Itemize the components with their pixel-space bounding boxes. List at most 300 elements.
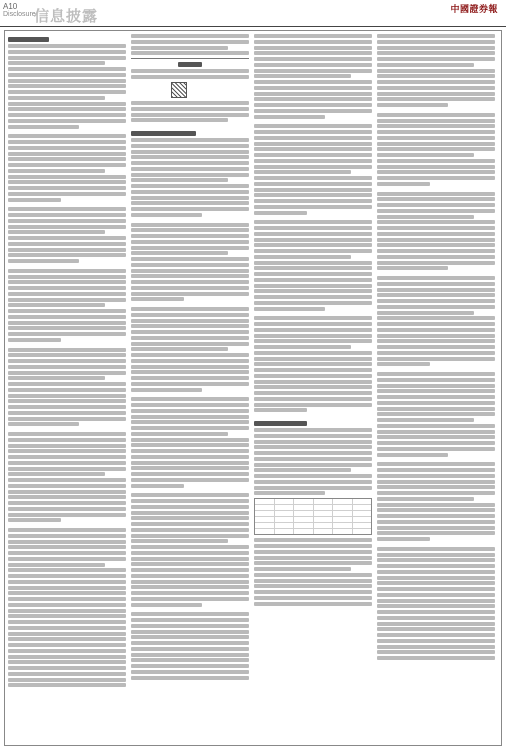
body-text-line [8, 84, 126, 88]
body-text-line [254, 567, 351, 571]
body-text-line [8, 140, 126, 144]
body-text-line [8, 359, 126, 363]
body-text-line [377, 650, 495, 654]
body-text-line [131, 516, 249, 520]
body-text-line [377, 447, 495, 451]
body-text-line [8, 338, 61, 342]
body-text-line [131, 69, 249, 73]
body-text-line [254, 124, 372, 128]
body-text-line [377, 401, 495, 405]
body-text-line [377, 622, 495, 626]
body-text-line [377, 74, 495, 78]
body-text-line [254, 334, 372, 338]
body-text-line [131, 251, 228, 255]
body-text-line [254, 69, 372, 73]
table-cell [255, 511, 275, 516]
table-cell [314, 529, 334, 534]
body-text-line [254, 602, 372, 606]
body-text-line [8, 626, 126, 630]
body-text-line [254, 584, 372, 588]
body-text-line [254, 34, 372, 38]
body-text-line [377, 389, 495, 393]
body-text-line [377, 656, 495, 660]
body-text-line [8, 678, 126, 682]
body-text-line [8, 286, 126, 290]
body-text-line [254, 468, 351, 472]
body-text-line [377, 243, 495, 247]
body-text-line [131, 223, 249, 227]
table-cell [255, 499, 275, 504]
body-text-line [131, 664, 249, 668]
body-text-line [8, 655, 126, 659]
body-text-line [131, 336, 249, 340]
body-text-line [254, 380, 372, 384]
body-text-line [131, 269, 249, 273]
body-text-line [254, 165, 372, 169]
body-text-line [254, 474, 372, 478]
body-text-line [377, 645, 495, 649]
body-text-line [254, 159, 372, 163]
body-text-line [131, 499, 249, 503]
body-text-line [8, 67, 126, 71]
body-text-line [131, 478, 249, 482]
body-text-line [8, 225, 126, 229]
body-text-line [131, 466, 249, 470]
body-text-line [8, 44, 126, 48]
body-text-line [8, 666, 126, 670]
body-text-line [8, 90, 126, 94]
body-text-line [131, 51, 249, 55]
body-text-line [131, 568, 249, 572]
body-text-line [8, 326, 126, 330]
body-text-line [8, 507, 126, 511]
body-text-line [254, 232, 372, 236]
body-text-line [131, 574, 249, 578]
body-text-line [8, 586, 126, 590]
body-text-line [8, 534, 126, 538]
body-text-line [131, 353, 249, 357]
body-text-line [377, 34, 495, 38]
body-text-line [131, 118, 228, 122]
body-text-line [131, 585, 249, 589]
body-text-line [377, 468, 495, 472]
body-text-line [8, 438, 126, 442]
body-text-line [8, 518, 61, 522]
body-text-line [377, 220, 495, 224]
body-text-line [131, 612, 249, 616]
body-text-line [8, 484, 126, 488]
body-text-line [254, 351, 372, 355]
body-text-line [8, 186, 126, 190]
body-text-line [377, 576, 495, 580]
body-text-line [8, 683, 126, 687]
body-text-line [254, 385, 372, 389]
section-title: 信息披露 [34, 7, 99, 25]
body-text-line [377, 86, 495, 90]
table-cell [275, 529, 295, 534]
table-cell [255, 517, 275, 522]
body-text-line [8, 672, 126, 676]
body-text-line [377, 384, 495, 388]
table-cell [333, 505, 353, 510]
body-text-line [131, 207, 249, 211]
body-text-line [131, 653, 249, 657]
body-text-line [377, 182, 430, 186]
body-text-line [131, 528, 249, 532]
body-text-line [377, 203, 495, 207]
newspaper-logo: 中國證券報 [450, 5, 498, 15]
body-text-line [377, 430, 495, 434]
body-text-line [8, 207, 126, 211]
table-cell [314, 523, 334, 528]
table-cell [333, 529, 353, 534]
table-cell [255, 523, 275, 528]
table-cell [275, 511, 295, 516]
body-text-line [131, 144, 249, 148]
body-text-line [131, 274, 249, 278]
body-text-line [254, 249, 372, 253]
body-text-line [254, 176, 372, 180]
body-text-line [131, 534, 249, 538]
body-text-line [377, 453, 448, 457]
body-text-line [131, 455, 249, 459]
body-text-line [131, 409, 249, 413]
table-cell [333, 499, 353, 504]
body-text-line [131, 551, 249, 555]
body-text-line [8, 490, 126, 494]
body-text-line [254, 136, 372, 140]
body-text-line [8, 259, 79, 263]
body-text-line [8, 353, 126, 357]
page-number: A10 [3, 2, 18, 11]
body-text-line [377, 462, 495, 466]
body-text-line [377, 322, 495, 326]
body-text-line [8, 315, 126, 319]
table-cell [353, 517, 372, 522]
body-text-line [131, 184, 249, 188]
body-text-line [8, 248, 126, 252]
body-text-line [8, 96, 105, 100]
body-text-line [254, 51, 372, 55]
body-text-line [377, 142, 495, 146]
body-text-line [377, 395, 495, 399]
body-text-line [8, 102, 126, 106]
body-text-line [8, 528, 126, 532]
body-text-line [377, 215, 474, 219]
body-text-line [131, 101, 249, 105]
body-text-line [377, 209, 495, 213]
body-text-line [8, 298, 126, 302]
body-text-line [131, 484, 184, 488]
body-text-line [8, 495, 126, 499]
body-text-line [254, 147, 372, 151]
body-text-line [131, 190, 249, 194]
body-text-line [254, 243, 372, 247]
body-text-line [8, 269, 126, 273]
body-text-line [131, 324, 249, 328]
body-text-line [131, 370, 249, 374]
heading-line [8, 37, 49, 42]
body-text-line [8, 303, 105, 307]
body-text-line [254, 74, 351, 78]
text-column-3 [254, 34, 372, 740]
body-text-line [8, 56, 126, 60]
body-text-line [254, 86, 372, 90]
table-cell [353, 499, 372, 504]
table-cell [275, 517, 295, 522]
body-text-line [377, 547, 495, 551]
body-text-line [131, 330, 249, 334]
body-text-line [254, 445, 372, 449]
table-cell [314, 511, 334, 516]
paragraph-gap [254, 414, 372, 418]
body-text-line [8, 405, 126, 409]
body-text-line [131, 228, 249, 232]
body-text-line [377, 503, 495, 507]
table-cell [314, 517, 334, 522]
table-cell [353, 523, 372, 528]
table-cell [333, 517, 353, 522]
body-text-line [377, 276, 495, 280]
body-text-line [8, 632, 126, 636]
body-text-line [254, 80, 372, 84]
body-text-line [8, 637, 126, 641]
body-text-line [8, 107, 126, 111]
body-text-line [8, 61, 105, 65]
body-text-line [131, 292, 249, 296]
body-text-line [254, 573, 372, 577]
body-text-line [377, 261, 495, 265]
body-text-line [254, 92, 372, 96]
body-text-line [254, 391, 372, 395]
table-cell [333, 523, 353, 528]
body-text-line [8, 614, 126, 618]
body-text-line [131, 505, 249, 509]
body-text-line [254, 261, 372, 265]
body-text-line [377, 170, 495, 174]
body-text-line [131, 557, 249, 561]
body-text-line [254, 590, 372, 594]
body-text-line [131, 580, 249, 584]
body-text-line [131, 647, 249, 651]
body-text-line [254, 255, 351, 259]
body-text-line [8, 444, 126, 448]
body-text-line [377, 124, 495, 128]
paragraph-gap [8, 344, 126, 348]
body-text-line [131, 630, 249, 634]
body-text-line [377, 192, 495, 196]
body-text-line [377, 351, 495, 355]
body-text-line [377, 136, 495, 140]
body-text-line [8, 192, 126, 196]
body-text-line [254, 463, 372, 467]
body-text-line [8, 152, 126, 156]
text-column-4 [377, 34, 495, 740]
body-text-line [377, 558, 495, 562]
body-text-line [377, 526, 495, 530]
table-cell [294, 505, 314, 510]
table-cell [333, 511, 353, 516]
header-rule [0, 26, 506, 27]
body-text-line [377, 288, 495, 292]
body-text-line [377, 153, 474, 157]
body-text-line [131, 438, 249, 442]
body-text-line [8, 557, 126, 561]
body-text-line [8, 597, 126, 601]
body-text-line [8, 169, 105, 173]
body-text-line [8, 411, 126, 415]
body-text-line [377, 176, 495, 180]
body-text-line [254, 153, 372, 157]
table-cell [314, 499, 334, 504]
body-text-line [377, 255, 495, 259]
body-text-line [254, 226, 372, 230]
body-text-line [8, 376, 105, 380]
body-text-line [131, 443, 249, 447]
body-text-line [377, 159, 495, 163]
body-text-line [377, 226, 495, 230]
body-text-line [8, 79, 126, 83]
body-text-line [254, 544, 372, 548]
body-text-line [254, 491, 325, 495]
body-text-line [131, 75, 249, 79]
body-text-line [131, 155, 249, 159]
body-text-line [254, 193, 372, 197]
body-text-line [131, 113, 249, 117]
body-text-line [377, 508, 495, 512]
body-text-line [254, 266, 372, 270]
page-content [4, 30, 502, 746]
body-text-line [8, 280, 126, 284]
table-cell [294, 517, 314, 522]
body-text-line [8, 568, 126, 572]
body-text-line [377, 424, 495, 428]
body-text-line [131, 461, 249, 465]
body-text-line [377, 339, 495, 343]
body-text-line [131, 307, 249, 311]
body-text-line [254, 362, 372, 366]
body-text-line [377, 147, 495, 151]
body-text-line [131, 196, 249, 200]
table-cell [314, 505, 334, 510]
body-text-line [254, 339, 372, 343]
body-text-line [377, 69, 495, 73]
body-text-line [254, 322, 372, 326]
body-text-line [377, 599, 495, 603]
body-text-line [377, 520, 495, 524]
body-text-line [377, 63, 474, 67]
body-text-line [131, 40, 249, 44]
body-text-line [254, 272, 372, 276]
body-text-line [8, 609, 126, 613]
body-text-line [254, 316, 372, 320]
heading-line [131, 131, 196, 136]
body-text-line [131, 365, 249, 369]
body-text-line [8, 180, 126, 184]
body-text-line [254, 205, 372, 209]
body-text-line [131, 658, 249, 662]
body-text-line [377, 412, 495, 416]
body-text-line [131, 342, 249, 346]
body-text-line [8, 388, 126, 392]
body-text-line [131, 511, 249, 515]
table-cell [275, 499, 295, 504]
body-text-line [8, 119, 126, 123]
body-text-line [8, 591, 126, 595]
body-text-line [8, 163, 126, 167]
body-text-line [131, 319, 249, 323]
body-text-line [8, 253, 126, 257]
body-text-line [131, 382, 249, 386]
body-text-line [131, 246, 249, 250]
body-text-line [377, 113, 495, 117]
body-text-line [254, 220, 372, 224]
body-text-line [8, 574, 126, 578]
body-text-line [377, 378, 495, 382]
body-text-line [254, 199, 372, 203]
body-text-line [8, 348, 126, 352]
body-text-line [377, 497, 474, 501]
body-text-line [8, 461, 126, 465]
body-text-line [254, 345, 351, 349]
body-text-line [254, 301, 372, 305]
body-text-line [377, 633, 495, 637]
body-text-line [377, 480, 495, 484]
body-text-line [254, 115, 325, 119]
body-text-line [254, 63, 372, 67]
body-text-line [8, 213, 126, 217]
body-text-line [8, 467, 126, 471]
body-text-line [254, 130, 372, 134]
table-cell [294, 499, 314, 504]
table-cell [275, 505, 295, 510]
body-text-line [254, 556, 372, 560]
body-text-line [377, 362, 430, 366]
body-text-line [377, 51, 495, 55]
body-text-line [8, 371, 126, 375]
body-text-line [254, 238, 372, 242]
body-text-line [377, 119, 495, 123]
body-text-line [254, 579, 372, 583]
body-text-line [8, 422, 79, 426]
body-text-line [131, 201, 249, 205]
body-text-line [377, 232, 495, 236]
body-text-line [8, 236, 126, 240]
body-text-line [254, 307, 325, 311]
body-text-line [8, 472, 105, 476]
table-cell [294, 511, 314, 516]
body-text-line [131, 150, 249, 154]
body-text-line [377, 435, 495, 439]
body-text-line [377, 357, 495, 361]
body-text-line [254, 289, 372, 293]
body-text-line [254, 451, 372, 455]
body-text-line [377, 616, 495, 620]
body-text-line [377, 564, 495, 568]
body-text-line [131, 297, 184, 301]
body-text-line [377, 372, 495, 376]
body-text-line [8, 146, 126, 150]
body-text-line [8, 157, 126, 161]
body-text-line [8, 125, 79, 129]
body-text-line [8, 50, 126, 54]
body-text-line [131, 240, 249, 244]
page-header [0, 0, 506, 26]
body-text-line [377, 305, 495, 309]
body-text-line [254, 440, 372, 444]
body-text-line [377, 531, 495, 535]
body-text-line [254, 170, 351, 174]
